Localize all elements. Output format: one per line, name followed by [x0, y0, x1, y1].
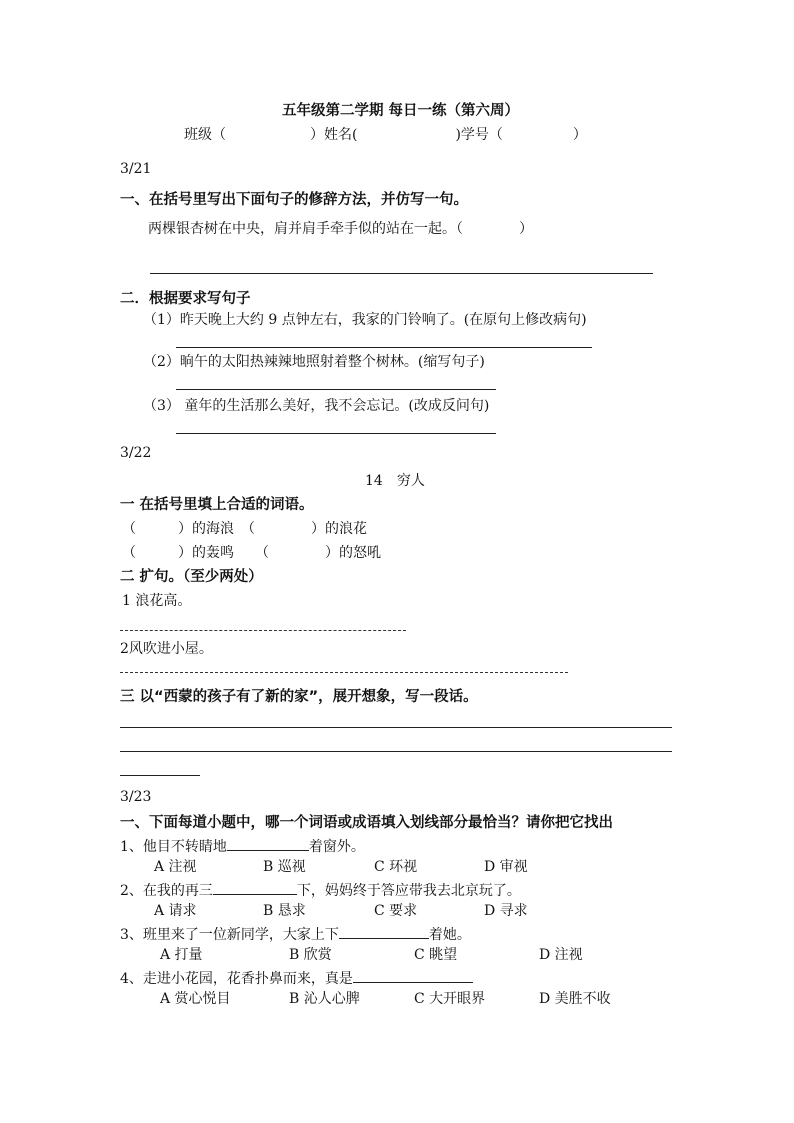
rewrite-item-1: （1）昨天晚上大约 9 点钟左右，我家的门铃响了。(在原句上修改病句): [143, 312, 587, 328]
rewrite-heading: 二．根据要求写句子: [120, 291, 251, 307]
imagination-heading: 三 以“西蒙的孩子有了新的家”，展开想象，写一段话。: [120, 689, 478, 705]
option-d[interactable]: D 美胜不收: [539, 991, 611, 1007]
blank-line[interactable]: [227, 836, 309, 851]
option-d[interactable]: D 寻求: [484, 903, 528, 919]
rewrite-item-3: （3） 童年的生活那么美好，我不会忘记。(改成反问句): [143, 398, 490, 414]
answer-line[interactable]: [176, 389, 496, 390]
question-text: 着窗外。: [308, 839, 365, 855]
option-d[interactable]: D 审视: [484, 859, 528, 875]
choice-question-3: [120, 924, 471, 944]
answer-line[interactable]: [176, 347, 592, 348]
fill-words-row-1: （ ）的海浪 （ ）的浪花: [122, 521, 367, 537]
choice-question-1: [120, 836, 365, 856]
rhetoric-sentence: 两棵银杏树在中央，肩并肩手牵手似的站在一起。（ ）: [148, 221, 533, 237]
fill-words-row-2: （ ）的轰鸣 （ ）的怒吼: [122, 545, 381, 561]
page-title: 五年级第二学期 每日一练（第六周）: [282, 103, 520, 119]
option-c[interactable]: C 大开眼界: [414, 991, 486, 1007]
option-c[interactable]: C 眺望: [414, 947, 458, 963]
answer-line[interactable]: [120, 630, 406, 631]
question-text: 着她。: [428, 927, 471, 943]
answer-line[interactable]: [150, 273, 653, 274]
option-a[interactable]: A 赏心悦目: [160, 991, 231, 1007]
answer-line[interactable]: [176, 433, 496, 434]
blank-line[interactable]: [213, 880, 297, 895]
word-choice-heading: 一、下面每道小题中，哪一个词语或成语填入划线部分最恰当？请你把它找出: [120, 815, 613, 831]
expand-item-1: 1 浪花高。: [122, 593, 192, 609]
writing-line[interactable]: [120, 751, 672, 752]
option-b[interactable]: B 巡视: [263, 859, 306, 875]
blank-line[interactable]: [353, 968, 473, 983]
option-a[interactable]: A 请求: [154, 903, 197, 919]
rewrite-item-2: （2）晌午的太阳热辣辣地照射着整个树林。(缩写句子): [143, 354, 485, 370]
date-3-22: 3/22: [120, 445, 152, 461]
option-a[interactable]: A 注视: [154, 859, 197, 875]
option-b[interactable]: B 欣赏: [289, 947, 332, 963]
writing-line[interactable]: [120, 775, 200, 776]
option-c[interactable]: C 要求: [374, 903, 418, 919]
option-b[interactable]: B 恳求: [263, 903, 306, 919]
rhetoric-question-heading: 一、在括号里写出下面句子的修辞方法，并仿写一句。: [120, 192, 468, 208]
student-info-line: 班级（ ）姓名( )学号（ ）: [184, 127, 587, 143]
question-text: 4、走进小花园，花香扑鼻而来，真是: [120, 971, 353, 987]
expand-item-2: 2风吹进小屋。: [120, 641, 213, 657]
choice-question-2: [120, 880, 521, 900]
blank-line[interactable]: [339, 924, 429, 939]
lesson-title: 14 穷人: [365, 473, 425, 489]
writing-line[interactable]: [120, 727, 672, 728]
question-text: 下，妈妈终于答应带我去北京玩了。: [296, 883, 521, 899]
option-d[interactable]: D 注视: [539, 947, 583, 963]
option-a[interactable]: A 打量: [160, 947, 203, 963]
answer-line[interactable]: [120, 672, 568, 673]
question-text: 2、在我的再三: [120, 883, 213, 899]
fill-words-heading: 一 在括号里填上合适的词语。: [120, 497, 314, 513]
option-b[interactable]: B 沁人心脾: [289, 991, 360, 1007]
date-3-23: 3/23: [120, 789, 152, 805]
question-text: 3、班里来了一位新同学，大家上下: [120, 927, 339, 943]
expand-heading: 二 扩句。（至少两处）: [120, 569, 263, 585]
date-3-21: 3/21: [120, 161, 152, 177]
question-text: 1、他目不转睛地: [120, 839, 227, 855]
choice-question-4: [120, 968, 473, 988]
option-c[interactable]: C 环视: [374, 859, 418, 875]
